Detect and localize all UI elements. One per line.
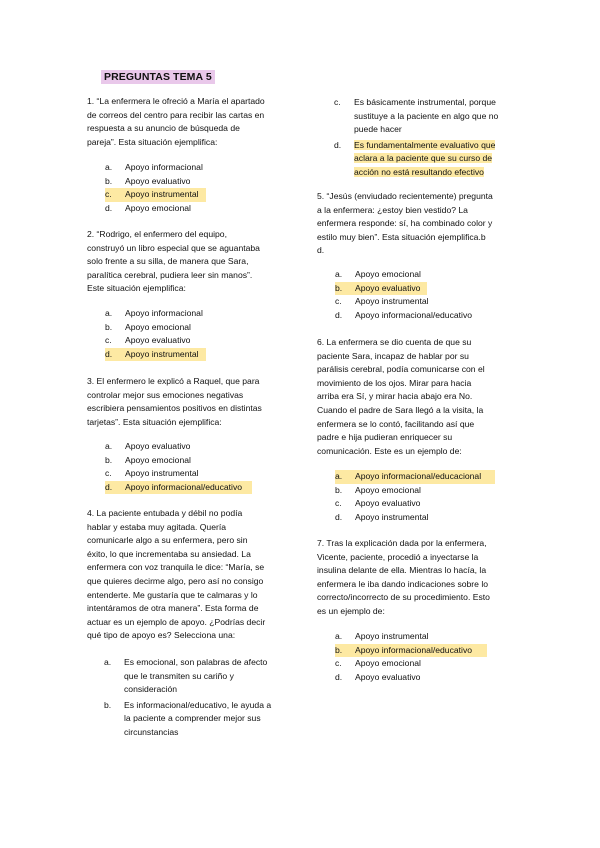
answer-option: c. Es básicamente instrumental, porque sustituye a la paciente en algo que no puede hacer [334, 97, 499, 135]
question-5-options [335, 268, 517, 322]
answer-option-highlighted: d. Apoyo instrumental [105, 348, 206, 362]
answer-option: b. Es informacional/educativo, le ayuda a la paciente a comprender mejor sus circunstancias [104, 699, 272, 737]
document-title: PREGUNTAS TEMA 5 [101, 70, 215, 84]
answer-option-highlighted: d. Es fundamentalmente evaluativo que aclara a la paciente que su curso de acción no está resultando efectivo [334, 139, 496, 177]
answer-option: b. Apoyo evaluativo [105, 175, 191, 186]
question-1-text: 1. “La enfermera le ofreció a María el apartado de correos del centro para recibir las cartas en respuesta a su anuncio de búsqueda de pareja”. Esta situación ejemplifica: [87, 96, 265, 147]
answer-option-highlighted: b. Apoyo informacional/educativo [335, 644, 487, 658]
question-7-options [335, 630, 517, 684]
answer-option: c. Apoyo evaluativo [105, 335, 191, 346]
question-6-options [335, 470, 517, 524]
answer-option: a. Apoyo evaluativo [105, 441, 191, 451]
question-6-text: 6. La enfermera se dio cuenta de que su paciente Sara, incapaz de hablar por su parálisis cerebral, podía comunicarse con el movimiento de los ojos. Mirar para hacia arriba era Sí, y mirar hacia abajo era No. Cuando el padre de Sara llegó a la visita, la enfermera se lo contó, facilitando así que padre e hija pudieran enriquecer su comunicación. Este es un ejemplo de: [317, 337, 485, 456]
question-2-text: 2. “Rodrigo, el enfermero del equipo, construyó un libro especial que se aguantaba solo frente a su silla, de manera que Sara, paralítica cerebral, pudiera leer sin manos”. Este situación ejemplifica: [87, 229, 260, 294]
answer-option: c. Apoyo evaluativo [335, 498, 421, 509]
answer-option: a. Apoyo informacional [105, 162, 203, 172]
answer-option: b. Apoyo emocional [105, 454, 191, 465]
answer-option: b. Apoyo emocional [335, 484, 421, 495]
answer-option: a. Apoyo informacional [105, 308, 203, 318]
question-1-options [105, 161, 287, 215]
answer-option: d. Apoyo informacional/educativo [335, 309, 473, 320]
question-3-text: 3. El enfermero le explicó a Raquel, que para controlar mejor sus emociones negativas escribiera pensamientos positivos en distintas tarjetas”. Esta situación ejemplifica: [87, 376, 262, 427]
answer-option: c. Apoyo emocional [335, 658, 421, 669]
answer-option-highlighted: b. Apoyo evaluativo [335, 282, 427, 296]
answer-option: d. Apoyo evaluativo [335, 671, 421, 682]
question-4-text: 4. La paciente entubada y débil no podía hablar y estaba muy agitada. Quería comunicarle algo a su enfermera, pero sin éxito, lo que incrementaba su ansiedad. La enfermera con voz tranquila le dice: “María, se que quieres decirme algo, pero así no consigo entenderte. Me gustaría que te calmaras y lo intentáramos de otra manera”. Esta forma de actuar es un ejemplo de apoyo. ¿Podrías decir qué tipo de apoyo es? Selecciona una: [87, 508, 266, 641]
answer-option: d. Apoyo instrumental [335, 511, 429, 522]
answer-option: a. Apoyo emocional [335, 269, 421, 279]
answer-option: c. Apoyo instrumental [335, 296, 429, 307]
answer-option: b. Apoyo emocional [105, 321, 191, 332]
answer-option: a. Es emocional, son palabras de afecto que le transmiten su cariño y consideración [104, 657, 268, 695]
question-5-text: 5. “Jesús (enviudado recientemente) pregunta a la enfermera: ¿estoy bien vestido? La enfermera responde: sí, ha combinado color y estilo muy bien”. Esta situación ejemplifica.b d. [317, 191, 493, 256]
question-2-options [105, 307, 287, 361]
answer-option: a. Apoyo instrumental [335, 631, 429, 641]
answer-option-highlighted: a. Apoyo informacional/educacional [335, 470, 495, 484]
answer-option-highlighted: d. Apoyo informacional/educativo [105, 481, 252, 495]
answer-option: d. Apoyo emocional [105, 202, 191, 213]
question-4-options-c-d [332, 96, 522, 182]
answer-option-highlighted: c. Apoyo instrumental [105, 188, 206, 202]
question-7-text: 7. Tras la explicación dada por la enfermera, Vicente, paciente, procedió a inyectarse la insulina delante de ella. Mientras lo hacía, la enfermera le iba dando indicaciones sobre lo correcto/incorrecto de su procedimiento. Esto es un ejemplo de: [317, 538, 490, 616]
question-4-options-a-b [102, 656, 292, 742]
answer-option: c. Apoyo instrumental [105, 468, 199, 479]
question-3-options [105, 440, 287, 494]
